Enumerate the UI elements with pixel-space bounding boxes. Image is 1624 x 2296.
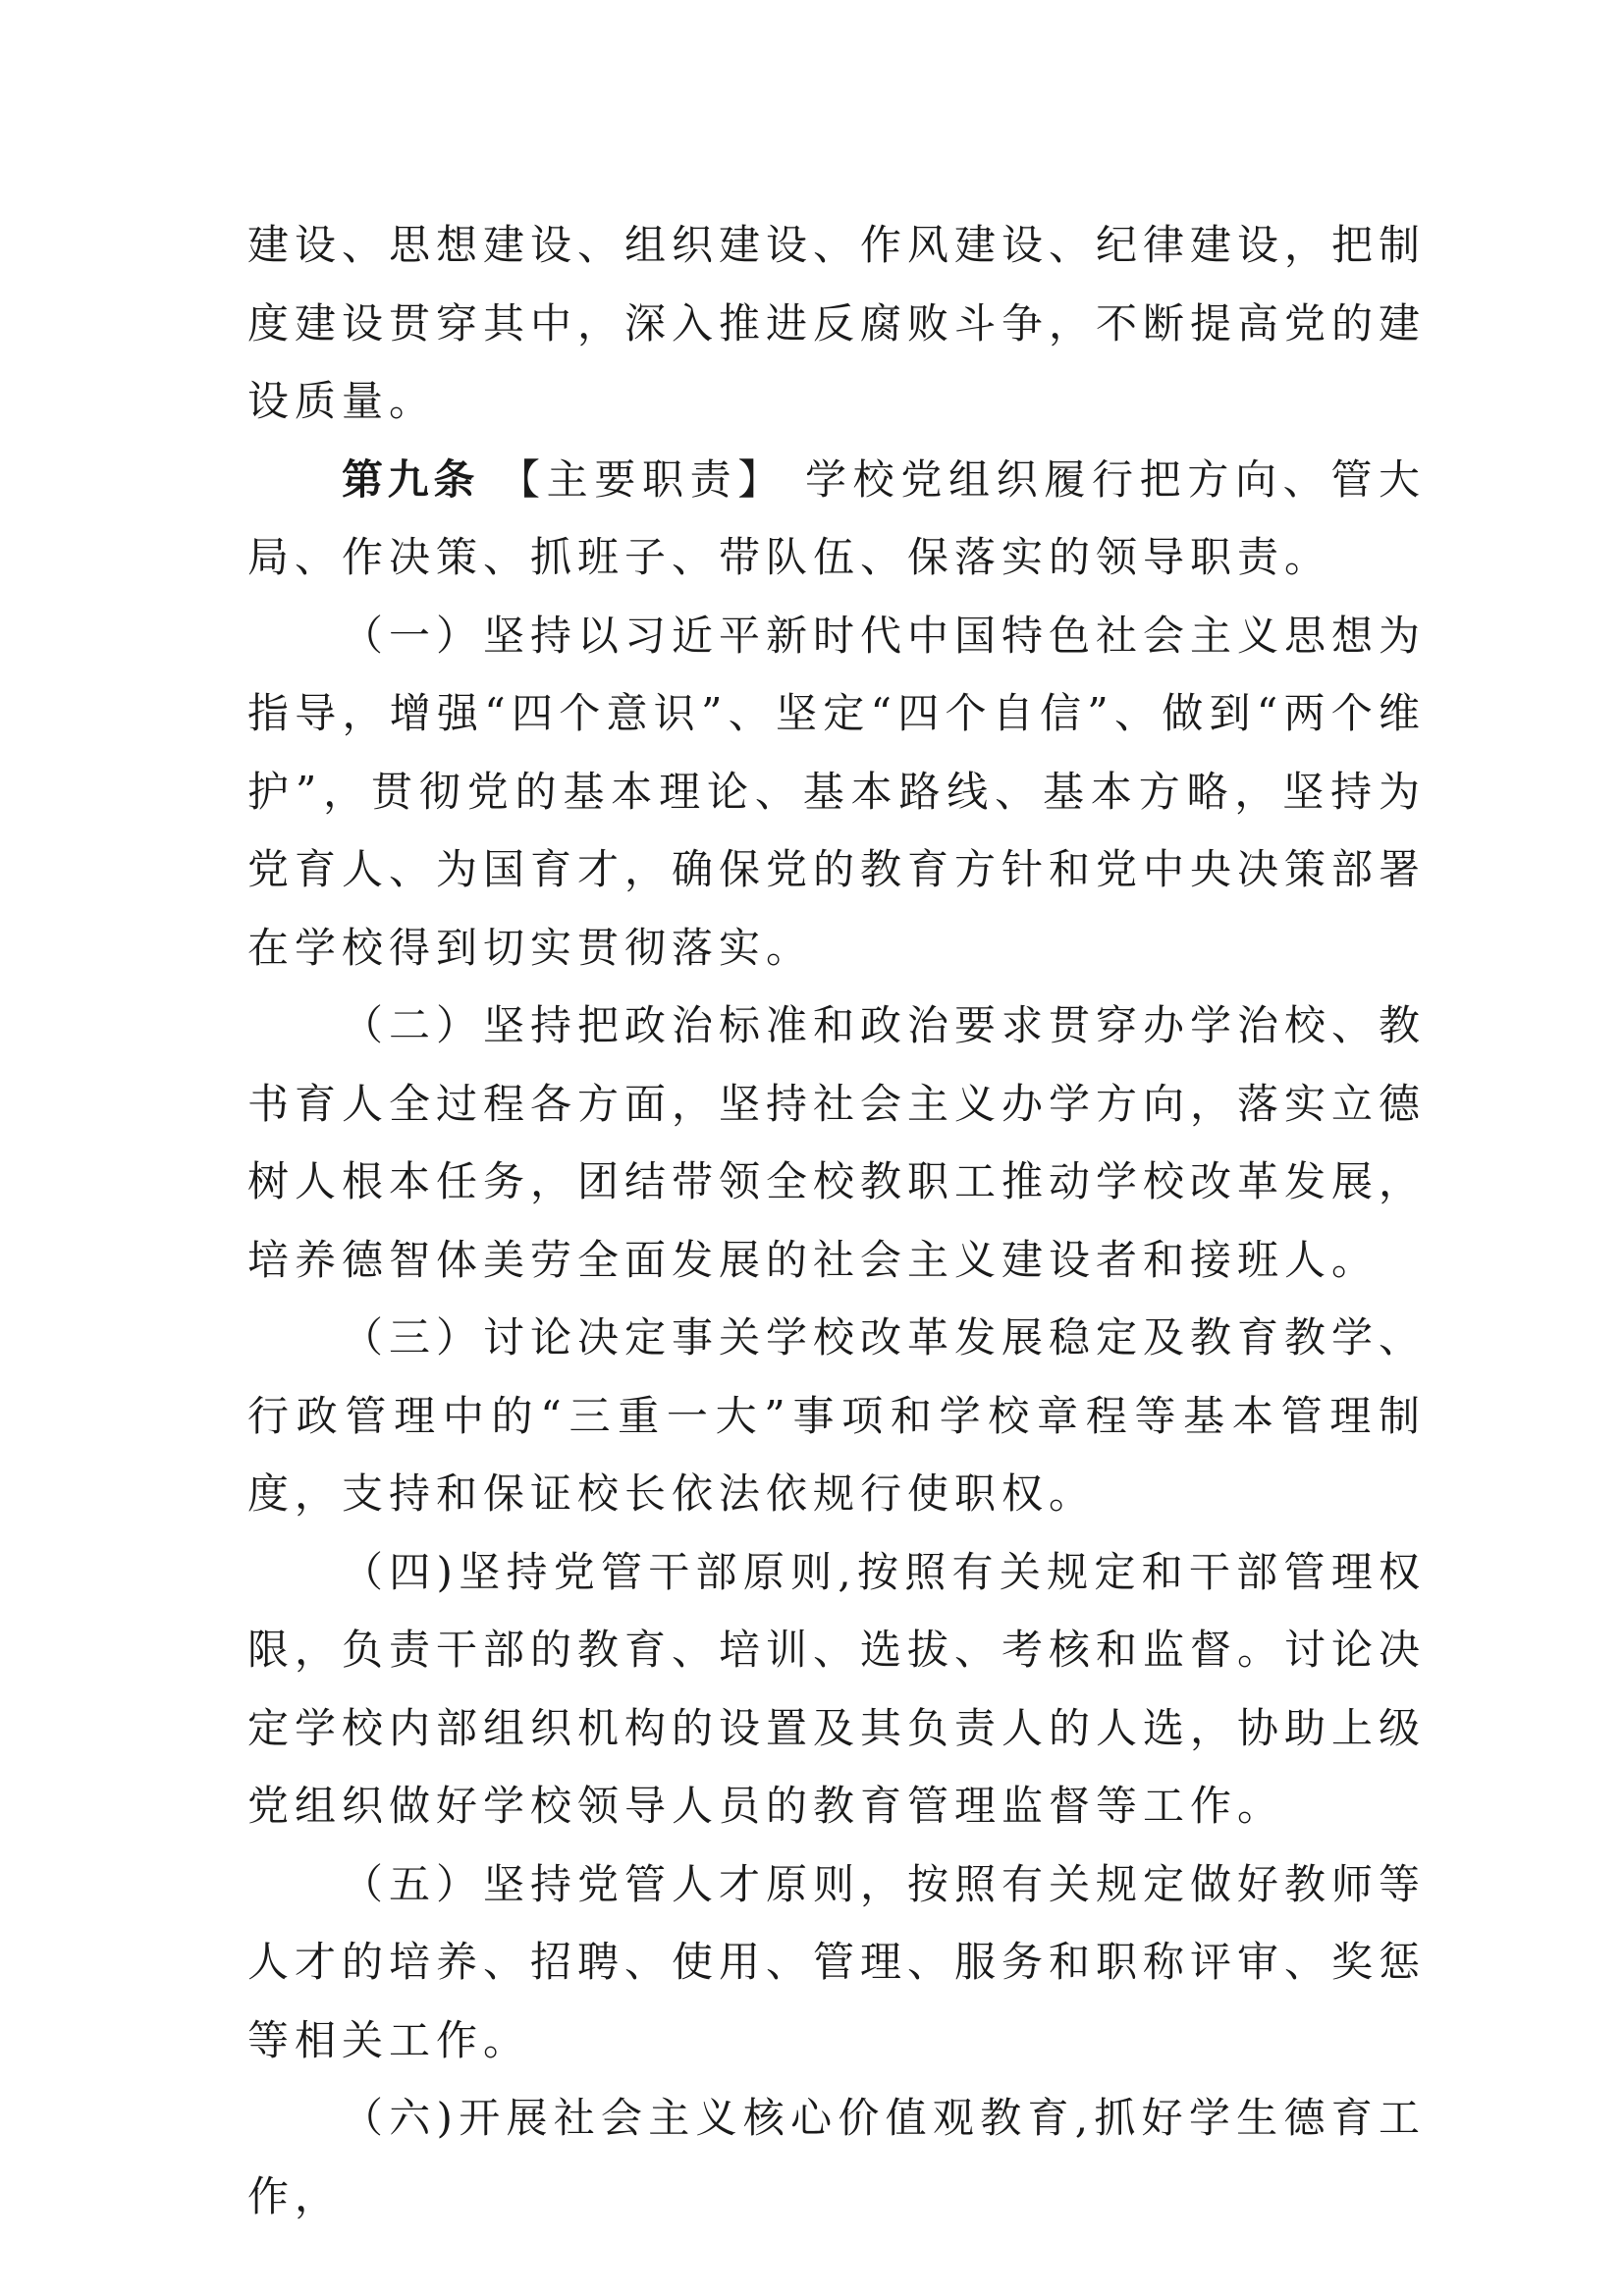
list-item-5: （五）坚持党管人才原则，按照有关规定做好教师等人才的培养、招聘、使用、管理、服务和职称评审、奖惩等相关工作。 — [247, 1859, 1427, 2064]
paragraph-continued: 建设、思想建设、组织建设、作风建设、纪律建设，把制度建设贯穿其中，深入推进反腐败斗争，不断提高党的建设质量。 — [247, 221, 1427, 425]
document-body — [247, 206, 1426, 2235]
article-9-paragraph — [247, 441, 1426, 597]
list-item-1: （一）坚持以习近平新时代中国特色社会主义思想为指导，增强“四个意识”、坚定“四个自信”、做到“两个维护”，贯彻党的基本理论、基本路线、基本方略，坚持为党育人、为国育才，确保党的教育方针和党中央决策部署在学校得到切实贯彻落实。 — [247, 611, 1427, 972]
list-item-3: （三）讨论决定事关学校改革发展稳定及教育教学、行政管理中的“三重一大”事项和学校章程等基本管理制度，支持和保证校长依法依规行使职权。 — [247, 1313, 1427, 1518]
article-9-title: 第九条 — [342, 454, 479, 504]
list-item-2: （二）坚持把政治标准和政治要求贯穿办学治校、教书育人全过程各方面，坚持社会主义办学方向，落实立德树人根本任务，团结带领全校教职工推动学校改革发展，培养德智体美劳全面发展的社会主义建设者和接班人。 — [247, 1001, 1427, 1284]
list-item-6: （六)开展社会主义核心价值观教育,抓好学生德育工作， — [247, 2094, 1426, 2220]
article-9-text: 【主要职责】 学校党组织履行把方向、管大局、作决策、抓班子、带队伍、保落实的领导职责。 — [247, 454, 1426, 581]
list-item-4: （四)坚持党管干部原则,按照有关规定和干部管理权限，负责干部的教育、培训、选拔、考核和监督。讨论决定学校内部组织机构的设置及其负责人的人选，协助上级党组织做好学校领导人员的教育管理监督等工作。 — [247, 1547, 1427, 1830]
